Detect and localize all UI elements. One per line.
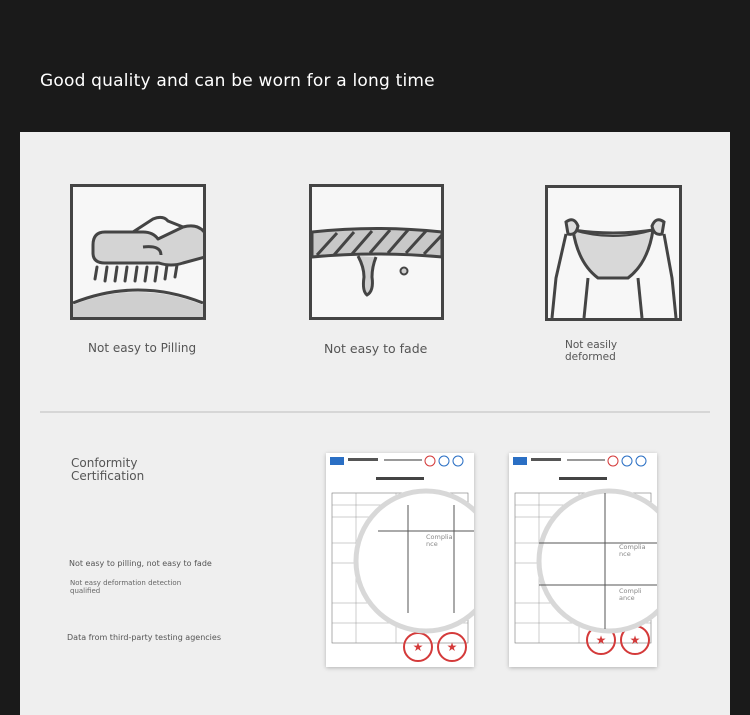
feature-fade-frame [309, 184, 444, 320]
feature-fade-label: Not easy to fade [324, 341, 428, 356]
feature-pilling-frame [70, 184, 206, 320]
test-report-document-icon [509, 453, 657, 667]
brush-fabric-icon [73, 187, 203, 317]
svg-text:★: ★ [629, 633, 641, 647]
content-panel [20, 132, 730, 715]
cert-note-3: Data from third-party testing agencies [67, 633, 221, 642]
cert-note-1: Not easy to pilling, not easy to fade [69, 559, 212, 568]
page-headline: Good quality and can be worn for a long time [40, 71, 435, 91]
section-divider [40, 411, 710, 413]
twisted-yarn-drip-icon [312, 187, 441, 317]
feature-deform-label: Not easily deformed [565, 339, 618, 363]
svg-text:★: ★ [412, 640, 424, 654]
magnifier-text-1: Complia nce [619, 543, 646, 558]
magnifier-text: Complia nce [426, 533, 453, 548]
svg-text:★: ★ [595, 633, 607, 647]
cert-note-2: Not easy deformation detection qualified [70, 579, 182, 595]
test-report-1 [326, 453, 474, 667]
feature-deform-frame [545, 185, 682, 321]
svg-text:★: ★ [446, 640, 458, 654]
stretched-underwear-icon [548, 188, 679, 318]
test-report-2 [509, 453, 657, 667]
certification-title: Conformity Certification [71, 456, 145, 483]
feature-pilling-label: Not easy to Pilling [88, 341, 197, 355]
test-report-document-icon [326, 453, 474, 667]
magnifier-text-2: Compli ance [619, 587, 642, 602]
